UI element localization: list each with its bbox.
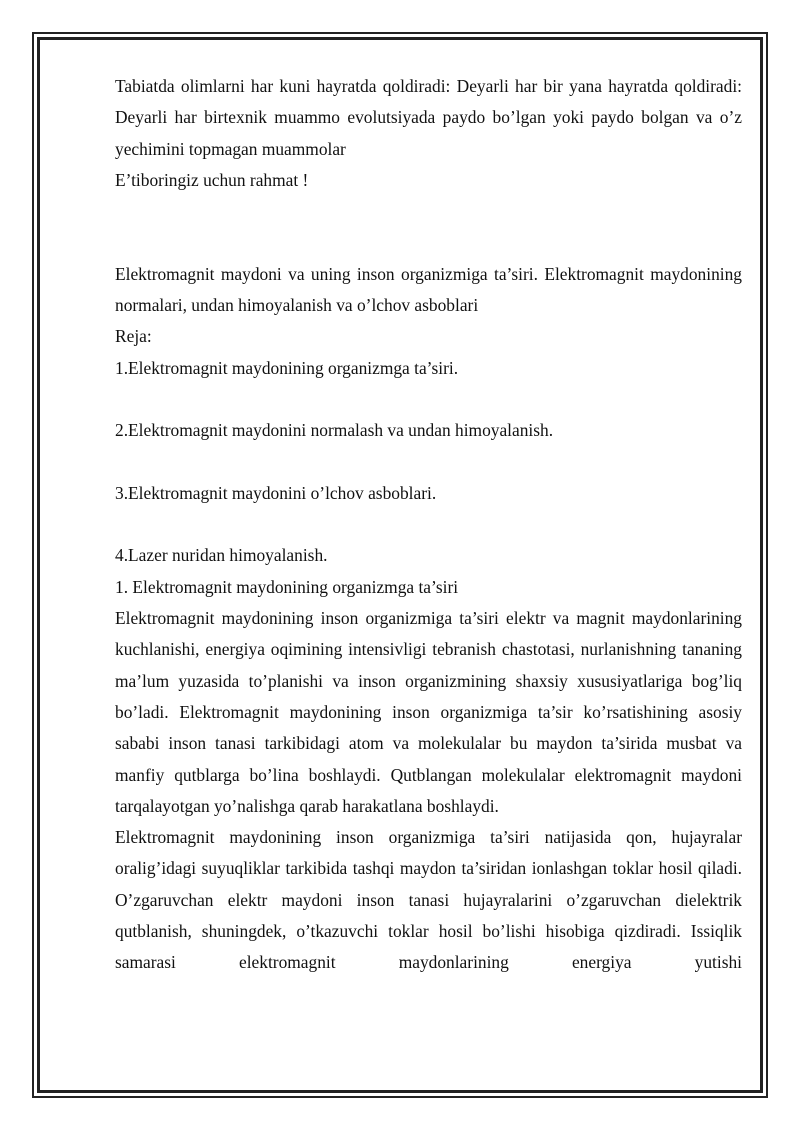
spacer	[115, 196, 742, 259]
spacer	[115, 447, 742, 478]
plan-label: Reja:	[115, 326, 152, 347]
section-paragraph: Elektromagnit maydonining inson organizmiga ta’siri natijasida qon, hujayralar oralig’idagi suyuqliklar tarkibida tashqi maydon ta’siridan ionlashgan toklar hosil qiladi. O’zgaruvchan elektr maydoni inson tanasi hujayralarini o’zgaruvchan dielektrik qutblanish, shuningdek, o’tkazuvchi toklar hosil bo’lishi hisobiga qizdiradi. Issiqlik samarasi elektromagnit maydonlarining energiya yutishi	[115, 827, 742, 973]
intro-paragraph: Tabiatda olimlarni har kuni hayratda qoldiradi: Deyarli har bir yana hayratda qoldiradi: Deyarli har birtexnik muammo evolutsiyada paydo bo’lgan yoki paydo bolgan va o’z yechimini topmagan muammolar	[115, 76, 742, 159]
spacer	[115, 509, 742, 540]
document-body	[115, 71, 742, 979]
section-heading: 1. Elektromagnit maydonining organizmga ta’siri	[115, 576, 459, 597]
thanks-line: E’tiboringiz uchun rahmat !	[115, 169, 309, 190]
plan-item: 1.Elektromagnit maydonining organizmga ta’siri.	[115, 357, 459, 378]
plan-list	[115, 353, 742, 572]
plan-item: 3.Elektromagnit maydonini o’lchov asboblari.	[115, 482, 437, 503]
section-paragraph: Elektromagnit maydonining inson organizmiga ta’siri elektr va magnit maydonlarining kuchlanishi, energiya oqimining intensivligi tebranish chastotasi, nurlanishning tananing ma’lum yuzasida to’planishi va inson organizmining shaxsiy xususiyatlariga bog’liq bo’ladi. Elektromagnit maydonining inson organizmiga ta’sir ko’rsatishining asosiy sababi inson tanasi tarkibidagi atom va molekulalar bu maydon ta’sirida musbat va manfiy qutblarga bo’lina boshlaydi. Qutblangan molekulalar elektromagnit maydoni tarqalayotgan yo’nalishga qarab harakatlana boshlaydi.	[115, 608, 742, 816]
topic-title: Elektromagnit maydoni va uning inson organizmiga ta’siri. Elektromagnit maydonining normalari, undan himoyalanish va o’lchov asboblari	[115, 263, 742, 316]
plan-item: 4.Lazer nuridan himoyalanish.	[115, 545, 328, 566]
spacer	[115, 384, 742, 415]
plan-item: 2.Elektromagnit maydonini normalash va undan himoyalanish.	[115, 420, 554, 441]
